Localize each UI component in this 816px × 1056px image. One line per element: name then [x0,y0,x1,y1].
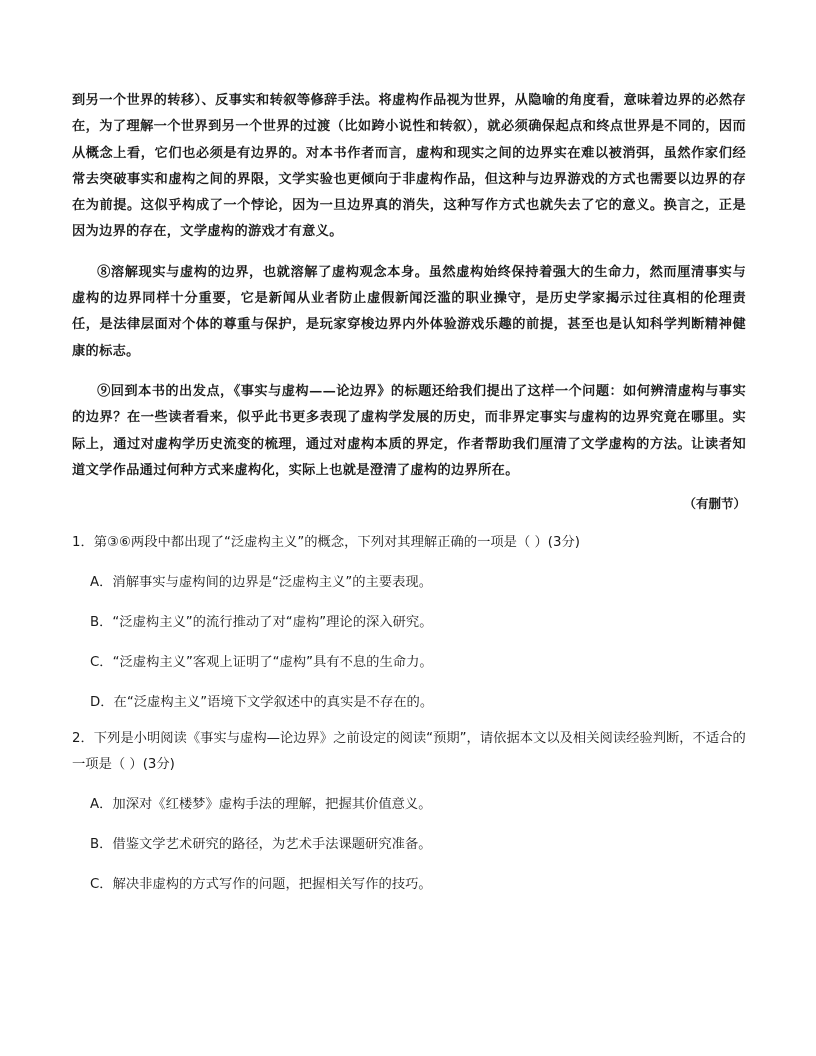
question-1-option-a: A．消解事实与虚构间的边界是“泛虚构主义”的主要表现。 [90,575,432,591]
question-1-option-d: D．在“泛虚构主义”语境下文学叙述中的真实是不存在的。 [90,695,434,711]
question-1-option-c: C．“泛虚构主义”客观上证明了“虚构”具有不息的生命力。 [90,655,433,671]
passage-paragraph-8: ⑧溶解现实与虚构的边界，也就溶解了虚构观念本身。虽然虚构始终保持着强大的生命力，然而厘清事实与虚构的边界同样十分重要，它是新闻从业者防止虚假新闻泛滥的职业操守，是历史学家揭示过往真相的伦理责任，是法律层面对个体的尊重与保护，是玩家穿梭边界内外体验游戏乐趣的前提，甚至也是认知科学判断精神健康的标志。 [72,264,746,359]
question-1 [72,530,746,716]
question-1-option-b: B．“泛虚构主义”的流行推动了对“虚构”理论的深入研究。 [90,615,433,631]
source-note: （有删节） [683,496,746,512]
question-2-option-a: A．加深对《红楼梦》虚构手法的理解，把握其价值意义。 [90,797,432,813]
question-2-option-c: C．解决非虚构的方式写作的问题，把握相关写作的技巧。 [90,877,432,893]
question-1-stem: 1．第③⑥两段中都出现了“泛虚构主义”的概念，下列对其理解正确的一项是（ ）(3分) [72,535,580,551]
document-page [72,88,746,898]
passage-paragraph-continued: 到另一个世界的转移）、反事实和转叙等修辞手法。将虚构作品视为世界，从隐喻的角度看，意味着边界的必然存在，为了理解一个世界到另一个世界的过渡（比如跨小说性和转叙），就必须确保起点和终点世界是不同的，因而从概念上看，它们也必须是有边界的。对本书作者而言，虚构和现实之间的边界实在难以被消弭，虽然作家们经常去突破事实和虚构之间的界限，文学实验也更倾向于非虚构作品，但这种与边界游戏的方式也需要以边界的存在为前提。这似乎构成了一个悖论，因为一旦边界真的消失，这种写作方式也就失去了它的意义。换言之，正是因为边界的存在，文学虚构的游戏才有意义。 [72,93,746,240]
question-2-option-b: B．借鉴文学艺术研究的路径，为艺术手法课题研究准备。 [90,837,432,853]
question-2-stem: 2．下列是小明阅读《事实与虚构—论边界》之前设定的阅读“预期”，请依据本文以及相关阅读经验判断，不适合的一项是（ ）(3分) [72,731,746,773]
reading-passage [72,88,746,514]
passage-paragraph-9: ⑨回到本书的出发点，《事实与虚构——论边界》的标题还给我们提出了这样一个问题：如何辨清虚构与事实的边界？在一些读者看来，似乎此书更多表现了虚构学发展的历史，而非界定事实与虚构的边界究竟在哪里。实际上，通过对虚构学历史流变的梳理，通过对虚构本质的界定，作者帮助我们厘清了文学虚构的方法。让读者知道文学作品通过何种方式来虚构化，实际上也就是澄清了虚构的边界所在。 [72,383,746,478]
question-2 [72,726,746,898]
